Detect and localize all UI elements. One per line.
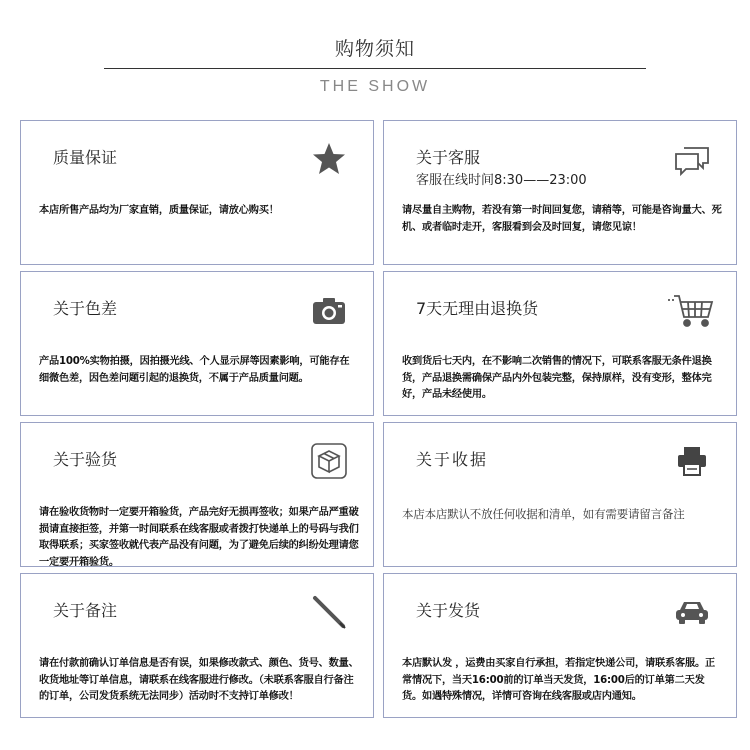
car-icon: [672, 592, 712, 632]
page-title: 购物须知: [334, 38, 415, 60]
card-body: 请在验收货物时一定要开箱验货，产品完好无损再签收；如果产品严重破损请直接拒签，并第一时间联系在线客服或者拨打快递单上的号码与我们取得联系；买家签收就代表产品没有问题，为了避免后续的纠纷处理请您一定要开箱验货。: [39, 507, 359, 568]
card-quality: [20, 120, 374, 265]
card-body: 产品100%实物拍摄，因拍摄光线、个人显示屏等因素影响，可能存在细微色差，因色差问题引起的退换货，不属于产品质量问题。: [39, 356, 350, 384]
card-customer-service: [383, 120, 737, 265]
card-title: 关于备注: [53, 601, 118, 620]
card-body: 收到货后七天内，在不影响二次销售的情况下，可联系客服无条件退换货，产品退换需确保产品内外包装完整，保持原样，没有变形，整体完好，产品未经使用。: [402, 356, 712, 400]
page-subtitle: THE SHOW: [319, 78, 431, 95]
printer-icon: [672, 441, 712, 481]
shopping-cart-icon: [666, 290, 718, 330]
card-title: 关于色差: [53, 299, 118, 318]
card-title: 关于发货: [416, 601, 481, 620]
card-title: 关于验货: [53, 450, 118, 469]
camera-icon: [309, 290, 349, 330]
card-body: 请尽量自主购物，若没有第一时间回复您，请稍等，可能是咨询量大、死机、或者临时走开，客服看到会及时回复，请您见谅！: [402, 205, 722, 233]
pen-icon: [309, 592, 349, 632]
card-receipt: [383, 422, 737, 567]
card-body: 本店本店默认不放任何收据和清单，如有需要请留言备注: [402, 507, 685, 521]
card-inspection: [20, 422, 374, 567]
card-body: 本店所售产品均为厂家直销，质量保证，请放心购买！: [39, 205, 279, 216]
card-remarks: [20, 573, 374, 718]
card-seven-day-return: [383, 271, 737, 416]
card-subtitle: 客服在线时间8:30——23:00: [416, 173, 587, 188]
chat-bubbles-icon: [672, 139, 712, 179]
card-color-difference: [20, 271, 374, 416]
card-title: 关于收据: [416, 450, 489, 469]
package-box-icon: [309, 441, 349, 481]
header-divider: [104, 68, 646, 69]
star-icon: [309, 139, 349, 179]
card-title: 7天无理由退换货: [416, 299, 539, 318]
card-title: 质量保证: [53, 148, 118, 167]
card-body: 请在付款前确认订单信息是否有误，如果修改款式、颜色、货号、数量、收货地址等订单信息，请联系在线客服进行修改。（未联系客服自行备注的订单，公司发货系统无法同步）活动时不支持订单修改！: [39, 658, 359, 702]
card-title: 关于客服: [416, 148, 481, 167]
card-shipping: [383, 573, 737, 718]
card-body: 本店默认发 ，运费由买家自行承担，若指定快递公司，请联系客服。正常情况下，当天16:00前的订单当天发货，16:00后的订单第二天发货。如遇特殊情况，详情可咨询在线客服或店内通知。: [402, 658, 715, 702]
